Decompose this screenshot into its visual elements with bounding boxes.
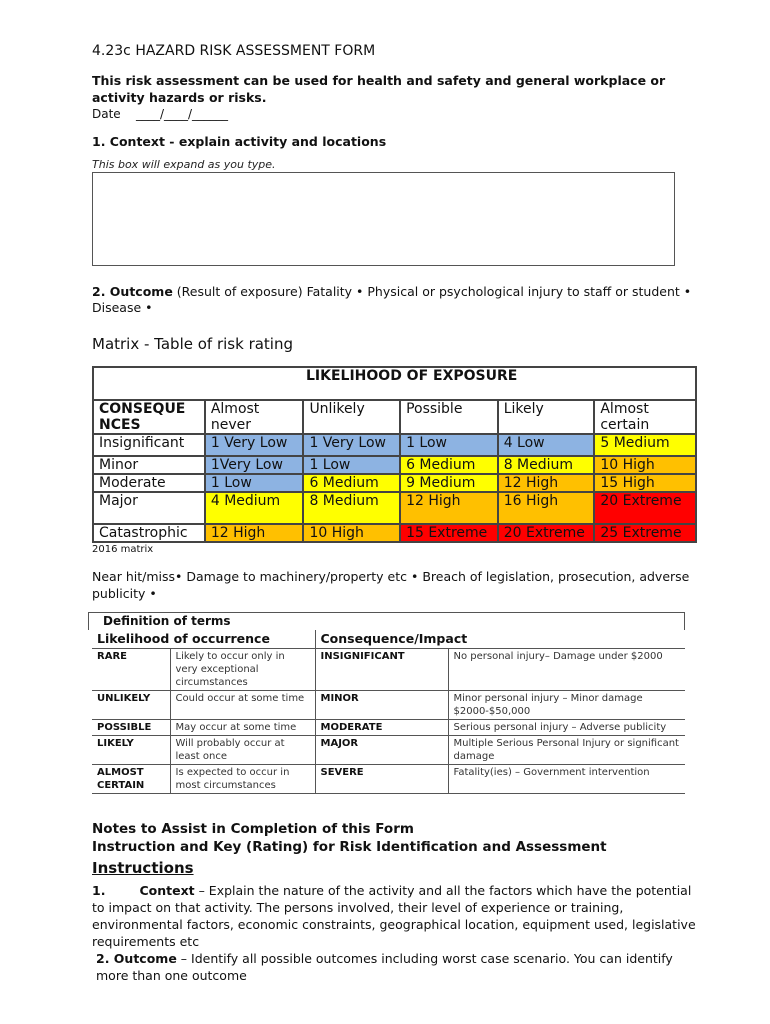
consequence-term: MAJOR: [315, 736, 448, 765]
date-label: Date: [92, 107, 121, 121]
matrix-row: [93, 434, 696, 456]
consequence-label: Major: [93, 492, 205, 524]
notes-heading: [92, 820, 697, 856]
notes-line-1: Notes to Assist in Completion of this Form: [92, 821, 414, 837]
consequence-term: MINOR: [315, 691, 448, 720]
risk-rating-cell: 10 High: [594, 456, 696, 474]
risk-rating-cell: 1 Low: [303, 456, 400, 474]
likelihood-column-header: Possible: [400, 400, 498, 434]
definitions-heading: Definition of terms: [103, 614, 231, 628]
context-input[interactable]: [92, 172, 675, 266]
matrix-row: [93, 492, 696, 524]
risk-rating-cell: 10 High: [303, 524, 400, 542]
consequence-label: Moderate: [93, 474, 205, 492]
risk-rating-cell: 12 High: [498, 474, 595, 492]
likelihood-occurrence-header: Likelihood of occurrence: [92, 630, 315, 649]
likelihood-column-header: Almost never: [205, 400, 304, 434]
likelihood-description: Could occur at some time: [170, 691, 315, 720]
consequence-label: Minor: [93, 456, 205, 474]
risk-rating-cell: 20 Extreme: [498, 524, 595, 542]
near-miss-text: Near hit/miss• Damage to machinery/property etc • Breach of legislation, prosecution, adverse publicity •: [92, 569, 690, 601]
likelihood-column-header: Unlikely: [303, 400, 400, 434]
matrix-row: [93, 456, 696, 474]
risk-rating-cell: 16 High: [498, 492, 595, 524]
context-heading: 1. Context - explain activity and locations: [92, 134, 387, 149]
definition-row: [92, 649, 685, 691]
likelihood-term: RARE: [92, 649, 170, 691]
intro-text: This risk assessment can be used for health and safety and general workplace or activity hazards or risks.: [92, 73, 666, 105]
risk-rating-cell: 8 Medium: [498, 456, 595, 474]
definition-row: [92, 720, 685, 736]
risk-rating-cell: 4 Low: [498, 434, 595, 456]
matrix-note: 2016 matrix: [92, 544, 154, 555]
consequence-label: Catastrophic: [93, 524, 205, 542]
consequence-impact-header: Consequence/Impact: [315, 630, 685, 649]
outcome-row: [92, 284, 697, 316]
item-label: 2. Outcome: [96, 951, 177, 966]
risk-rating-cell: 1 Low: [205, 474, 304, 492]
context-hint: This box will expand as you type.: [92, 158, 276, 171]
likelihood-column-header: Likely: [498, 400, 595, 434]
likelihood-term: ALMOST CERTAIN: [92, 765, 170, 794]
consequence-label: Insignificant: [93, 434, 205, 456]
risk-rating-cell: 9 Medium: [400, 474, 498, 492]
risk-matrix: [92, 366, 697, 543]
risk-rating-cell: 1Very Low: [205, 456, 304, 474]
likelihood-column-header: Almost certain: [594, 400, 696, 434]
consequence-description: Serious personal injury – Adverse publicity: [448, 720, 685, 736]
date-row: [92, 106, 697, 122]
risk-rating-cell: 15 Extreme: [400, 524, 498, 542]
risk-rating-cell: 5 Medium: [594, 434, 696, 456]
risk-rating-cell: 15 High: [594, 474, 696, 492]
consequence-term: MODERATE: [315, 720, 448, 736]
date-field[interactable]: ____/____/______: [135, 107, 229, 121]
matrix-row: [93, 474, 696, 492]
likelihood-description: Will probably occur at least once: [170, 736, 315, 765]
consequence-term: SEVERE: [315, 765, 448, 794]
consequence-description: No personal injury– Damage under $2000: [448, 649, 685, 691]
consequence-description: Minor personal injury – Minor damage $2000-$50,000: [448, 691, 685, 720]
item-number: 1.: [92, 883, 106, 898]
likelihood-header: LIKELIHOOD OF EXPOSURE: [93, 367, 696, 400]
outcome-text: (Result of exposure) Fatality • Physical or psychological injury to staff or student • Disease •: [92, 284, 692, 315]
consequence-term: INSIGNIFICANT: [315, 649, 448, 691]
risk-rating-cell: 1 Very Low: [303, 434, 400, 456]
likelihood-term: UNLIKELY: [92, 691, 170, 720]
matrix-row: [93, 524, 696, 542]
risk-rating-cell: 4 Medium: [205, 492, 304, 524]
outcome-label: 2. Outcome: [92, 284, 173, 299]
risk-rating-cell: 12 High: [205, 524, 304, 542]
notes-line-2: Instruction and Key (Rating) for Risk Identification and Assessment: [92, 839, 607, 855]
consequences-header: CONSEQUE NCES: [93, 400, 205, 434]
definition-row: [92, 765, 685, 794]
risk-rating-cell: 12 High: [400, 492, 498, 524]
likelihood-description: Likely to occur only in very exceptional circumstances: [170, 649, 315, 691]
risk-rating-cell: 6 Medium: [303, 474, 400, 492]
instruction-item-1: [92, 882, 697, 950]
definition-row: [92, 736, 685, 765]
likelihood-description: May occur at some time: [170, 720, 315, 736]
item-label: Context: [139, 883, 195, 898]
risk-rating-cell: 8 Medium: [303, 492, 400, 524]
risk-rating-cell: 1 Low: [400, 434, 498, 456]
likelihood-term: LIKELY: [92, 736, 170, 765]
likelihood-term: POSSIBLE: [92, 720, 170, 736]
instructions-heading: Instructions: [92, 859, 194, 877]
risk-rating-cell: 6 Medium: [400, 456, 498, 474]
form-title: 4.23c HAZARD RISK ASSESSMENT FORM: [92, 43, 376, 59]
definitions-table: [92, 630, 685, 794]
item-text: – Explain the nature of the activity and all the factors which have the potential to impact on that activity. The persons involved, their level of experience or training, environmental factors, economic constraints, geographical location, equipment used, legislative requirements etc: [92, 883, 696, 949]
likelihood-description: Is expected to occur in most circumstances: [170, 765, 315, 794]
risk-rating-cell: 25 Extreme: [594, 524, 696, 542]
definitions-box: [88, 612, 685, 630]
consequence-description: Multiple Serious Personal Injury or significant damage: [448, 736, 685, 765]
matrix-title: Matrix - Table of risk rating: [92, 335, 293, 353]
item-text: – Identify all possible outcomes including worst case scenario. You can identify more than one outcome: [96, 951, 673, 983]
definition-row: [92, 691, 685, 720]
instruction-item-2: [96, 950, 697, 984]
risk-rating-cell: 20 Extreme: [594, 492, 696, 524]
consequence-description: Fatality(ies) – Government intervention: [448, 765, 685, 794]
risk-rating-cell: 1 Very Low: [205, 434, 304, 456]
